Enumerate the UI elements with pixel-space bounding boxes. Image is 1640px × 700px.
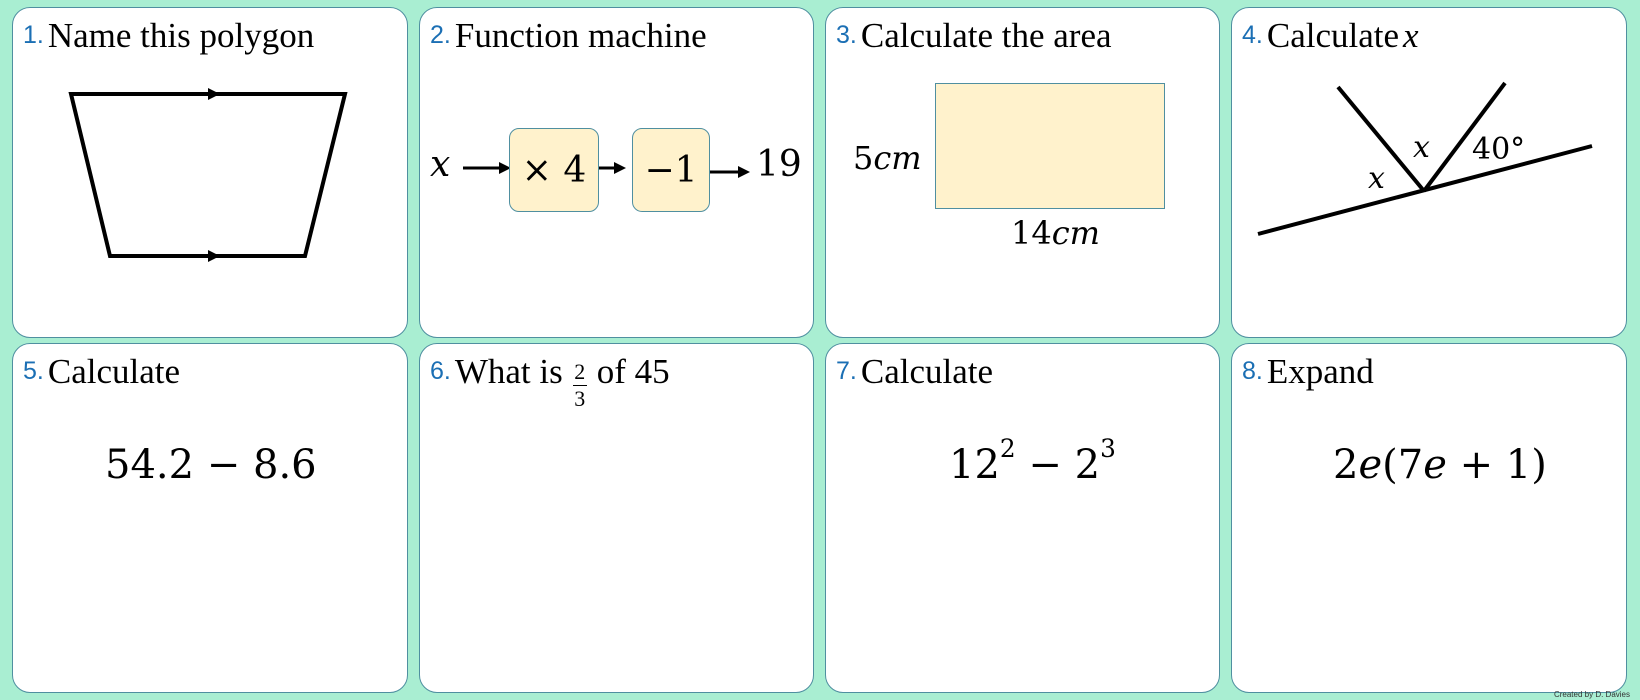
question-number: 5.	[23, 357, 44, 385]
question-card-5	[12, 343, 408, 693]
function-input: x	[430, 144, 451, 185]
question-title: Calculate	[1266, 16, 1400, 55]
expression: $12^2 - 2^3$	[949, 433, 1116, 488]
angles-diagram	[1232, 8, 1628, 339]
parallel-arrow-top	[208, 88, 220, 100]
question-card-8	[1231, 343, 1627, 693]
question-number: 2.	[430, 21, 451, 49]
function-output: 19	[756, 144, 802, 185]
question-header	[430, 352, 670, 412]
question-card-2	[419, 7, 814, 338]
angle-label-known: 40°	[1472, 132, 1526, 167]
question-number: 7.	[836, 357, 857, 385]
question-title-post: of 45	[596, 352, 670, 391]
question-title: Calculate the area	[860, 16, 1112, 55]
question-number: 1.	[23, 21, 44, 49]
question-number: 3.	[836, 21, 857, 49]
fraction-numerator: 2	[574, 358, 586, 384]
question-card-1	[12, 7, 408, 338]
fraction	[573, 358, 587, 412]
question-title: Calculate	[860, 352, 994, 391]
question-number: 4.	[1242, 21, 1263, 49]
trapezium-diagram	[13, 8, 409, 339]
angle-label-left: x	[1368, 161, 1385, 196]
height-label: 5cm	[853, 139, 922, 177]
question-header	[836, 16, 1112, 56]
question-header	[23, 352, 180, 392]
question-header	[836, 352, 993, 392]
question-card-4	[1231, 7, 1627, 338]
question-title-pre: What is	[454, 352, 563, 391]
parallel-arrow-bottom	[208, 250, 220, 262]
question-card-7	[825, 343, 1220, 693]
question-header	[1242, 352, 1374, 392]
question-number: 8.	[1242, 357, 1263, 385]
credit-text: Created by D. Davies	[1553, 690, 1630, 699]
question-card-6	[419, 343, 814, 693]
expression: 54.2 − 8.6	[105, 442, 317, 488]
question-title: Calculate	[47, 352, 181, 391]
fraction-denominator: 3	[574, 386, 586, 412]
angle-label-middle: x	[1413, 130, 1430, 165]
question-card-3	[825, 7, 1220, 338]
width-label: 14cm	[1011, 214, 1100, 252]
question-title: Expand	[1266, 352, 1374, 391]
question-title: Name this polygon	[47, 16, 315, 55]
question-number: 6.	[430, 357, 451, 385]
function-box-subtract: −1	[632, 128, 710, 212]
question-title-variable: x	[1403, 16, 1419, 55]
function-box-multiply: × 4	[509, 128, 599, 212]
expression: 2e(7e + 1)	[1333, 442, 1547, 488]
question-title: Function machine	[454, 16, 707, 55]
rectangle-shape	[935, 83, 1165, 209]
trapezium-shape	[71, 94, 345, 256]
